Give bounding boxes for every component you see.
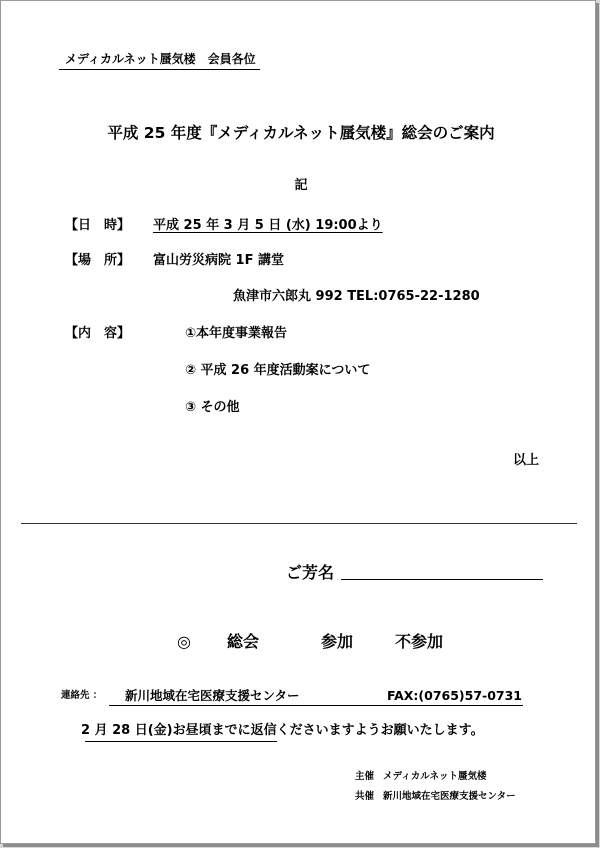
datetime-label: 【日 時】 [65,218,131,233]
cohost-name: 新川地域在宅医療支援センター [383,791,516,802]
contact-center: 新川地域在宅医療支援センター [125,688,300,703]
agenda-item: ①本年度事業報告 [185,326,288,341]
host-name: メディカルネット蜃気楼 [383,771,487,782]
contact-fax: FAX:(0765)57-0731 [387,688,523,703]
circle-mark: ◎ [177,632,191,651]
deadline-underline [85,741,277,742]
page-title: 平成 25 年度『メディカルネット蜃気楼』総会のご案内 [107,124,495,142]
place-address: 魚津市六郎丸 992 TEL:0765-22-1280 [233,289,480,304]
deadline-text [81,724,484,739]
content-label: 【内 容】 [65,326,131,341]
option-attend[interactable]: 参加 [321,632,354,651]
deadline-request: に返信くださいますようお願いたします。 [237,723,484,738]
option-meeting: 総会 [227,632,260,651]
contact-label: 連絡先 ： [61,690,103,701]
contact-underline [109,705,523,706]
agenda-item: ② 平成 26 年度活動案について [185,363,371,378]
closing-text: 以上 [513,453,540,468]
option-absent[interactable]: 不参加 [395,632,444,651]
cut-divider [21,523,577,524]
name-input-line[interactable] [341,579,543,580]
place-value: 富山労災病院 1F 講堂 [153,253,284,268]
host-label: 主催 [355,771,375,782]
name-label: ご芳名 [286,563,335,582]
place-label: 【場 所】 [65,253,131,268]
datetime-value: 平成 25 年 3 月 5 日 (水) 19:00より [153,218,383,233]
cohost-label: 共催 [355,791,375,802]
agenda-item: ③ その他 [185,400,240,415]
addressee: メディカルネット蜃気楼 会員各位 [59,53,260,70]
ki-heading: 記 [294,178,308,193]
deadline-date: 2 月 28 日(金)お昼頃まで [81,723,238,738]
